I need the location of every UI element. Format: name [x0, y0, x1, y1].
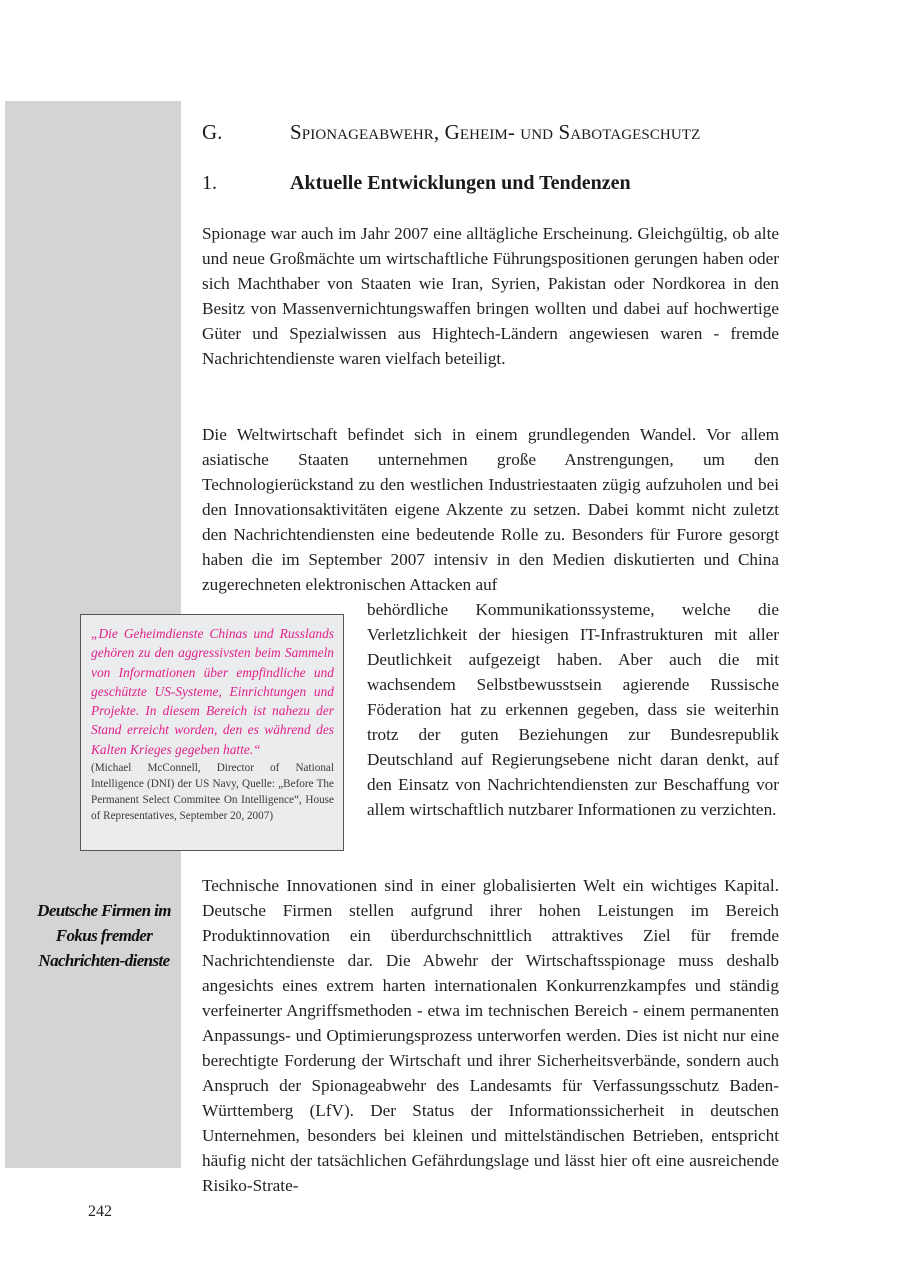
- section-number: G.: [202, 120, 223, 144]
- section-heading: [202, 118, 782, 146]
- margin-note: Deutsche Firmen im Fokus fremder Nachrichten-dienste: [37, 901, 171, 970]
- quote-box: [80, 614, 344, 851]
- paragraph-3: Technische Innovationen sind in einer globalisierten Welt ein wichtiges Kapital. Deutsche Firmen stellen aufgrund ihrer hohen Leistungen im Bereich Produktinnovation ein überdurchschnittlich attraktives Ziel für fremde Nachrichtendienste dar. Die Abwehr der Wirtschaftsspionage muss deshalb angesichts eines extrem harten internationalen Konkurrenzkampfes und ständig verfeinerter Angriffsmethoden - etwa im technischen Bereich - einem permanenten Anpassungs- und Optimierungsprozess unterworfen werden. Dies ist nicht nur eine berechtigte Forderung der Wirtschaft und ihrer Sicherheitsverbände, sondern auch Anspruch der Spionageabwehr des Landesamts für Verfassungsschutz Baden-Württemberg (LfV). Der Status der Informationssicherheit in deutschen Unternehmen, besonders bei kleinen und mittelständischen Betrieben, entspricht häufig nicht der tatsächlichen Gefährdungslage und lässt hier oft eine ausreichende Risiko-Strate-: [202, 876, 779, 1195]
- quote-source: (Michael McConnell, Director of National Intelligence (DNI) der US Navy, Quelle: „Before The Permanent Select Commitee On Intelligence“, House of Representatives, September 20, 2007): [91, 762, 334, 823]
- paragraph-2-continued: behördliche Kommunikationssysteme, welche die Verletzlichkeit der hiesigen IT-Infrastrukturen mit aller Deutlichkeit aufgezeigt haben. Aber auch die mit wachsendem Selbstbewusstsein agierende Russische Föderation hat zu erkennen gegeben, dass sie weiterhin trotz der guten Beziehungen zur Bundesrepublik Deutschland auf Regierungsebene nicht daran denkt, auf den Einsatz von Nachrichtendiensten zur Beschaffung vor allem wirtschaftlich nutzbarer Informationen zu verzichten.: [367, 600, 779, 819]
- page-number: 242: [88, 1203, 112, 1220]
- subsection-heading: [202, 169, 782, 197]
- subsection-number: 1.: [202, 172, 217, 194]
- paragraph-1: Spionage war auch im Jahr 2007 eine alltägliche Erscheinung. Gleichgültig, ob alte und neue Großmächte um wirtschaftliche Führungspositionen gerungen haben oder sich Machthaber von Staaten wie Iran, Syrien, Pakistan oder Nordkorea in den Besitz von Massenvernichtungswaffen bringen wollten und dabei auf hochwertige Güter und Spezialwissen aus Hightech-Ländern angewiesen waren - fremde Nachrichtendienste waren vielfach beteiligt.: [202, 224, 779, 368]
- quote-text: „Die Geheimdienste Chinas und Russlands gehören zu den aggressivsten beim Sammeln von Informationen über empfindliche und geschützte US-Systeme, Einrichtungen und Projekte. In diesem Bereich ist nahezu der Stand erreicht worden, den es während des Kalten Krieges gegeben hatte.“: [91, 626, 334, 757]
- paragraph-2: Die Weltwirtschaft befindet sich in einem grundlegenden Wandel. Vor allem asiatische Staaten unternehmen große Anstrengungen, um den Technologierückstand zu den westlichen Industriestaaten zügig aufzuholen und bei den Innovationsaktivitäten eigene Akzente zu setzen. Dabei kommt nicht zuletzt den Nachrichtendiensten eine bedeutende Rolle zu. Besonders für Furore gesorgt haben die im September 2007 intensiv in den Medien diskutierten und China zugerechneten elektronischen Attacken auf: [202, 425, 779, 594]
- subsection-title: Aktuelle Entwicklungen und Tendenzen: [290, 172, 631, 194]
- section-title: Spionageabwehr, Geheim- und Sabotageschutz: [290, 120, 701, 144]
